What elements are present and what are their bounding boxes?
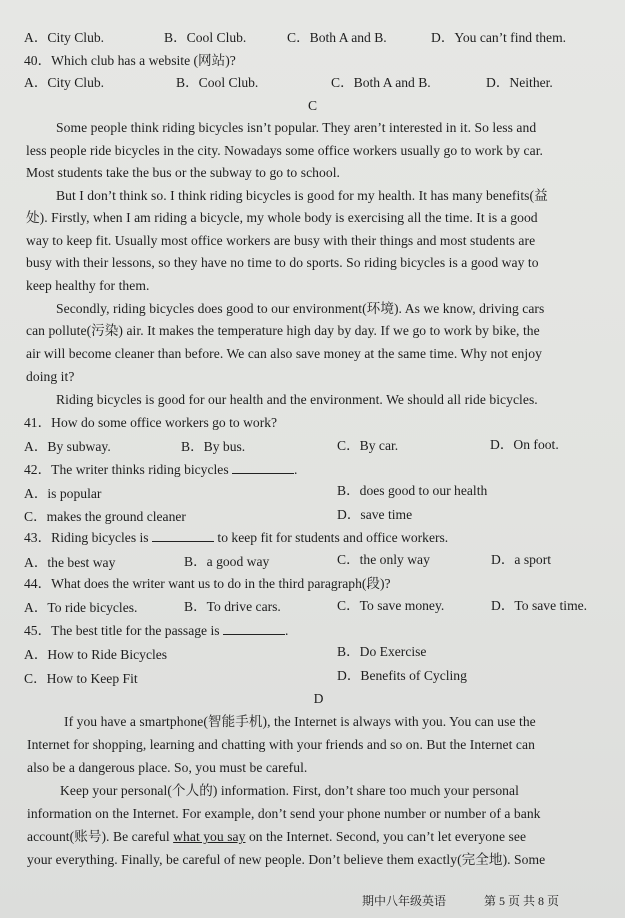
passage-c-line: can pollute(污染) air. It makes the temperature high day by day. If we go to work by bike, the <box>26 323 540 338</box>
q44-question: 44．What does the writer want us to do in the third paragraph(段)? <box>24 576 391 591</box>
q44-option-d: D．To save time. <box>491 598 588 613</box>
q40-option-b: B．Cool Club. <box>176 75 259 90</box>
q41-option-c: C．By car. <box>337 438 399 453</box>
passage-c-line: Secondly, riding bicycles does good to our environment(环境). As we know, driving cars <box>56 301 545 316</box>
passage-c-line: Most students take the bus or the subway to go to school. <box>26 165 340 180</box>
passage-d-line: Keep your personal(个人的) information. First, don’t share too much your personal <box>60 783 519 798</box>
passage-c-line: way to keep fit. Usually most office workers are busy with their things and most students are <box>26 233 536 248</box>
passage-d-line: information on the Internet. For example, don’t send your phone number or number of a bank <box>27 806 541 821</box>
passage-c-line: But I don’t think so. I think riding bicycles is good for my health. It has many benefits(益 <box>56 188 548 203</box>
footer-page-number: 第 5 页 共 8 页 <box>484 894 560 908</box>
q39-option-a: A．City Club. <box>24 30 105 45</box>
section-d-label: D <box>313 691 324 706</box>
q39-option-c: C．Both A and B. <box>287 30 387 45</box>
q42-question-end: . <box>294 462 298 477</box>
q40-question: 40．Which club has a website (网站)? <box>24 53 236 68</box>
passage-c-line: Riding bicycles is good for our health and the environment. We should all ride bicycles. <box>56 392 538 407</box>
q45-question-text: 45．The best title for the passage is <box>24 623 220 638</box>
passage-c-line: busy with their lessons, so they have no time to do sports. So riding bicycles is a good way to <box>26 255 539 270</box>
q43-option-c: C．the only way <box>337 552 430 567</box>
q43-question <box>24 529 448 547</box>
q41-option-b: B．By bus. <box>181 439 246 454</box>
passage-d-line: your everything. Finally, be careful of new people. Don’t believe them exactly(完全地). Some <box>27 852 546 867</box>
q42-option-a: A．is popular <box>24 486 102 501</box>
q45-option-a: A．How to Ride Bicycles <box>24 647 168 662</box>
passage-d-line: Internet for shopping, learning and chatting with your friends and so on. But the Internet can <box>27 737 535 752</box>
q41-option-a: A．By subway. <box>24 439 111 454</box>
footer-exam-title: 期中八年级英语 <box>362 894 447 908</box>
passage-d-text: account(账号). Be careful <box>27 829 170 844</box>
q44-option-a: A．To ride bicycles. <box>24 600 138 615</box>
q43-option-b: B．a good way <box>184 554 270 569</box>
passage-c-line: 处). Firstly, when I am riding a bicycle, my whole body is exercising all the time. It is a good <box>26 210 538 225</box>
passage-c-line: keep healthy for them. <box>26 278 150 293</box>
q43-option-a: A．the best way <box>24 555 116 570</box>
q43-option-d: D．a sport <box>491 552 552 567</box>
passage-d-line <box>27 828 526 846</box>
q43-question-text: 43．Riding bicycles is <box>24 530 149 545</box>
q42-option-c: C．makes the ground cleaner <box>24 509 186 524</box>
q45-question <box>24 622 288 640</box>
q45-answer-blank <box>223 622 285 635</box>
q39-option-d: D．You can’t find them. <box>431 30 567 45</box>
passage-c-line: less people ride bicycles in the city. Nowadays some office workers usually go to work by car. <box>26 143 543 158</box>
underlined-phrase: what you say <box>173 829 246 844</box>
passage-d-line: also be a dangerous place. So, you must be careful. <box>27 760 308 775</box>
q40-option-a: A．City Club. <box>24 75 105 90</box>
passage-c-line: doing it? <box>26 369 75 384</box>
passage-d-text: on the Internet. Second, you can’t let everyone see <box>248 829 527 844</box>
q39-option-b: B．Cool Club. <box>164 30 247 45</box>
q42-option-b: B．does good to our health <box>337 483 488 498</box>
q45-option-c: C．How to Keep Fit <box>24 671 138 686</box>
q45-option-d: D．Benefits of Cycling <box>337 668 467 683</box>
section-c-label: C <box>307 98 318 113</box>
q41-question: 41．How do some office workers go to work? <box>24 415 278 430</box>
q42-question-text: 42．The writer thinks riding bicycles <box>24 462 229 477</box>
q41-option-d: D．On foot. <box>490 437 559 452</box>
q42-question <box>24 461 297 479</box>
passage-c-line: Some people think riding bicycles isn’t popular. They aren’t interested in it. So less and <box>56 120 537 135</box>
q43-answer-blank <box>152 529 214 542</box>
q44-option-c: C．To save money. <box>337 598 445 613</box>
q44-option-b: B．To drive cars. <box>184 599 281 614</box>
q42-answer-blank <box>232 461 294 474</box>
q43-question-end: to keep fit for students and office workers. <box>217 530 449 545</box>
passage-c-line: air will become cleaner than before. We can also save money at the same time. Why not enjoy <box>26 346 542 361</box>
passage-d-line: If you have a smartphone(智能手机), the Internet is always with you. You can use the <box>64 714 536 729</box>
q40-option-c: C．Both A and B. <box>331 75 431 90</box>
q40-option-d: D．Neither. <box>486 75 553 90</box>
q45-option-b: B．Do Exercise <box>337 644 427 659</box>
q42-option-d: D．save time <box>337 507 413 522</box>
q45-question-end: . <box>284 623 289 638</box>
